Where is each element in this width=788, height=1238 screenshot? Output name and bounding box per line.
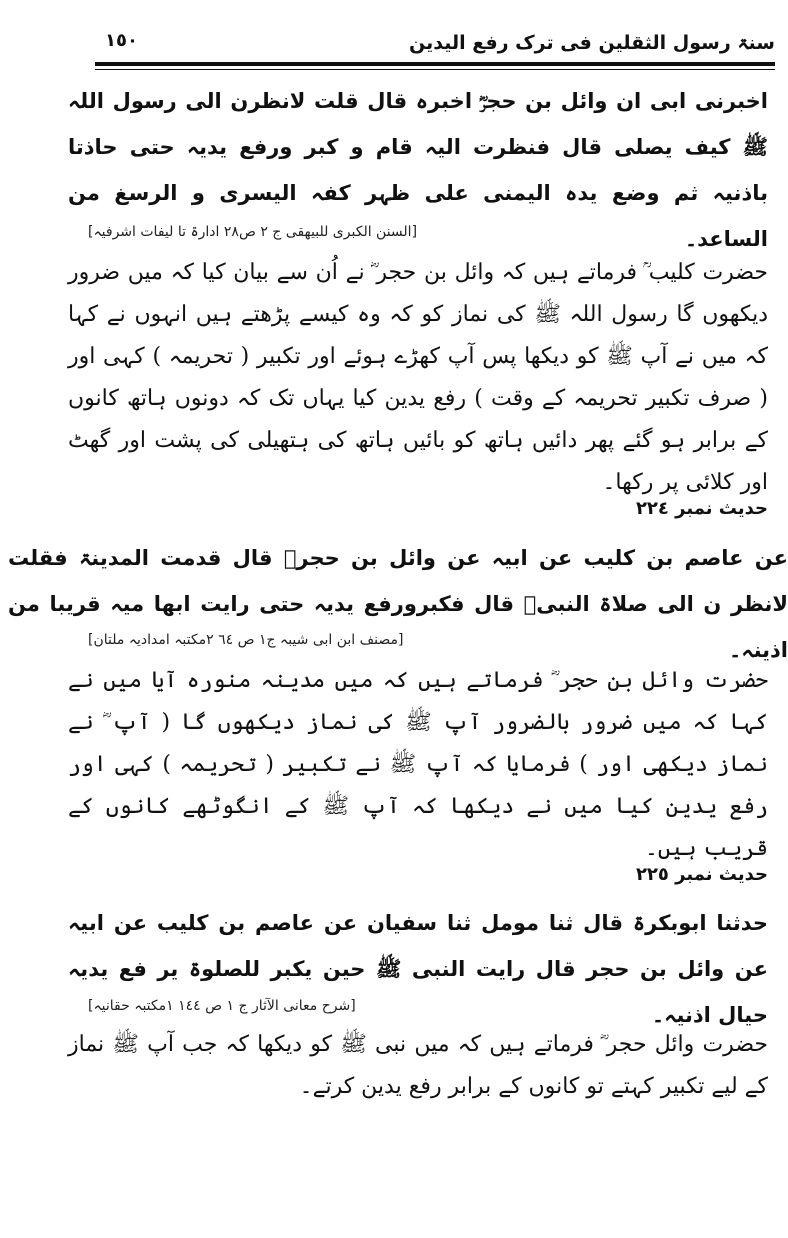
page-header — [95, 28, 775, 64]
hadith-number-heading-225: حدیث نمبر ۲۲٥ — [635, 864, 768, 885]
hadith-arabic-text-1: اخبرنی ابی ان وائل بن حجرؓ اخبرہ قال قلت لانظرن الی رسول اللہ ﷺ کیف یصلی قال فنظرت الیہ قام و کبر ورفع یدیہ حتی حاذتا باذنیہ ثم وضع یدہ الیمنی علی ظہر کفہ الیسری و الرسغ من الساعد۔ — [68, 89, 768, 251]
hadith-arabic-text-2: عن عاصم بن کلیب عن ابیہ عن وائل بن حجرؓ قال قدمت المدینۃ فقلت لانظر ن الی صلاۃ النبیؐ قال فکبرورفع یدیہ حتی رایت ابھا میہ قریبا من اذینہ۔ — [8, 546, 788, 662]
hadith-number-heading-224: حدیث نمبر ۲۲٤ — [635, 498, 768, 519]
hadith-reference-3: [شرح معانی الآثار ج ۱ ص ١٤٤ ۱مکتبہ حقانیہ] — [88, 998, 356, 1014]
header-rule-thick — [95, 62, 775, 66]
running-title: سنۃ رسول الثقلین فی ترک رفع الیدین — [408, 32, 775, 54]
hadith-reference-2: [مصنف ابن ابی شیبہ ج۱ ص ٦٤ ۲مکتبہ امدادیہ ملتان] — [88, 632, 404, 648]
hadith-urdu-translation-2: حضرت وائل بن حجر ؓ فرماتے ہیں کہ میں مدینہ منورہ آیا میں نے کہا کہ میں ضرور بالضرور آپ ﷺ کی نماز دیکھوں گا ( آپ ؓ نے نماز دیکھی اور ) فرمایا کہ آپ ﷺ نے تکبیر ( تحریمہ ) کہی اور رفع یدین کیا میں نے دیکھا کہ آپ ﷺ کے انگوٹھے کانوں کے قریب ہیں۔ — [68, 668, 768, 861]
hadith-arabic-text-3: حدثنا ابوبکرۃ قال ثنا مومل ثنا سفیان عن عاصم بن کلیب عن ابیہ عن وائل بن حجر قال رایت النبی ﷺ حین یکبر للصلوۃ یر فع یدیہ حیال اذنیہ۔ — [68, 911, 768, 1027]
header-rule-thin — [95, 69, 775, 70]
hadith-urdu-translation-1: حضرت کلیب ؒ فرماتے ہیں کہ وائل بن حجر ؓ نے اُن سے بیان کیا کہ میں ضرور دیکھوں گا رسول اللہ ﷺ کی نماز کو کہ وہ کیسے پڑھتے ہیں انہوں نے کہا کہ میں نے آپ ﷺ کو دیکھا پس آپ کھڑے ہوئے اور تکبیر ( تحریمہ ) کہی اور ( صرف تکبیر تحریمہ کے وقت ) رفع یدین کیا یہاں تک کہ دونوں ہاتھ کانوں کے برابر ہو گئے پھر دائیں ہاتھ کو بائیں ہاتھ کی ہتھیلی کی پشت اور گھٹ اور کلائی پر رکھا۔ — [68, 260, 768, 495]
hadith-urdu-translation-3: حضرت وائل حجر ؓ فرماتے ہیں کہ میں نبی ﷺ کو دیکھا کہ جب آپ ﷺ نماز کے لیے تکبیر کہتے تو کانوں کے برابر رفع یدین کرتے۔ — [68, 1032, 768, 1099]
hadith-reference-1: [السنن الکبری للبیھقی ج ۲ ص۲۸ ادارۃ تا لیفات اشرفیہ] — [88, 224, 418, 240]
page-number: ١٥٠ — [105, 30, 138, 51]
